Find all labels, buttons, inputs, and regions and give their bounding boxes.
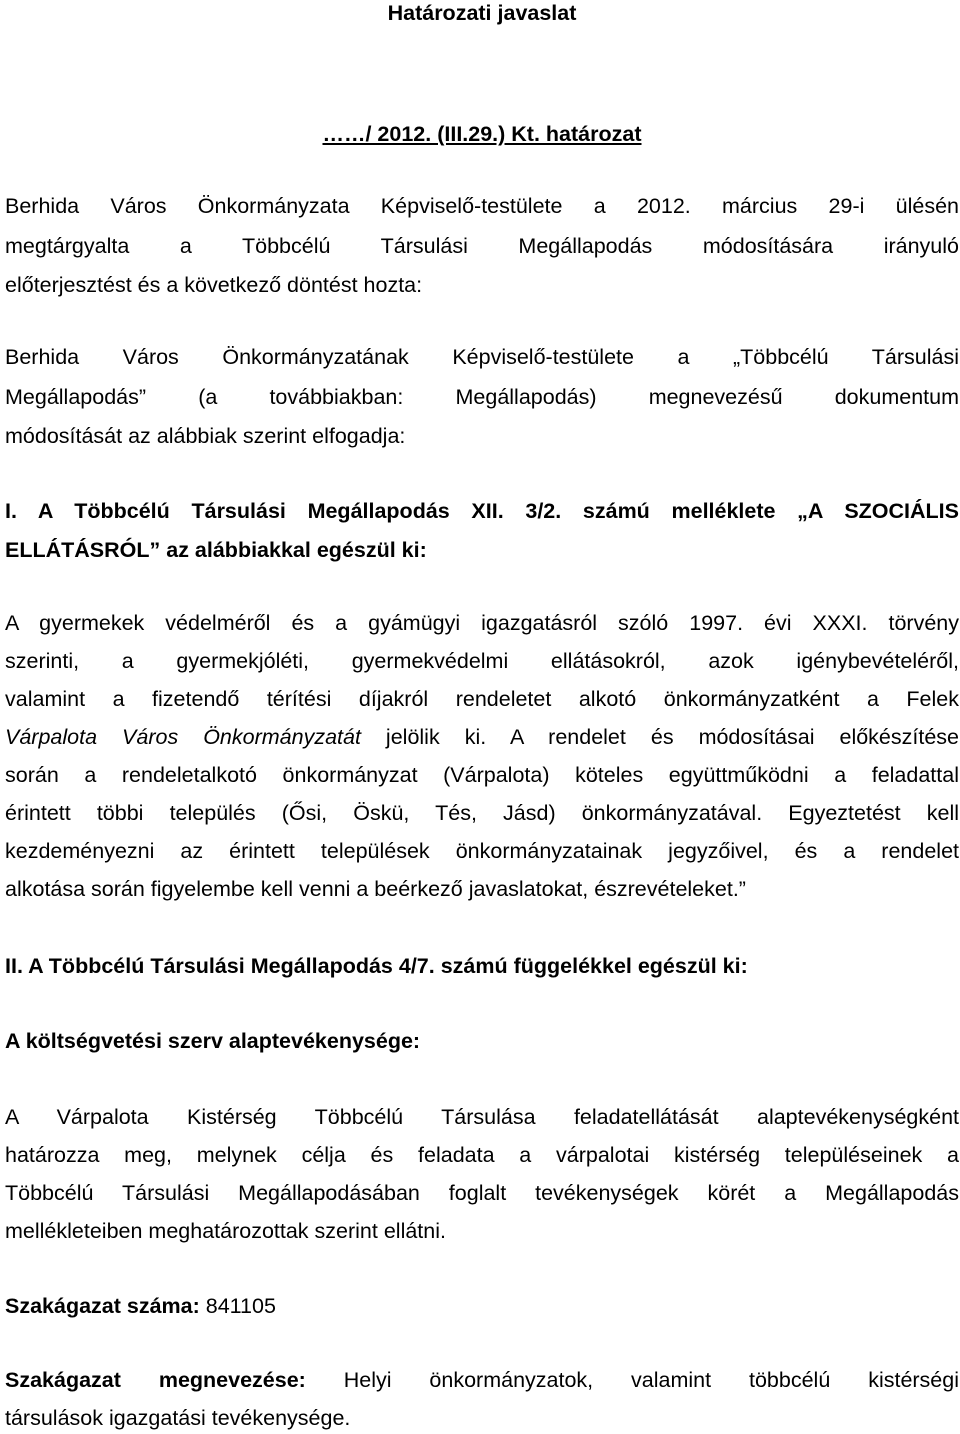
section1-body-line-8: alkotása során figyelembe kell venni a beérkező javaslatokat, észrevételeket.” xyxy=(5,877,746,901)
sector-number-label: Szakágazat száma: xyxy=(5,1294,200,1318)
sector-number xyxy=(5,1293,959,1319)
decision-line-3: módosítását az alábbiak szerint elfogadja: xyxy=(5,424,406,448)
section1-body-line-3: valamint a fizetendő térítési díjakról rendeletet alkotó önkormányzatként a Felek xyxy=(5,687,959,711)
sector-name-line-2: társulások igazgatási tevékenysége. xyxy=(5,1406,351,1430)
intro-line-3: előterjesztést és a következő döntést hozta: xyxy=(5,273,423,297)
section1-body-line-6: érintett többi település (Ősi, Öskü, Tés, Jásd) önkormányzatával. Egyeztetést kell xyxy=(5,801,959,825)
intro-line-2: megtárgyalta a Többcélú Társulási Megállapodás módosítására irányuló xyxy=(5,234,959,258)
budget-line-1: A Várpalota Kistérség Többcélú Társulása feladatellátását alaptevékenységként xyxy=(5,1105,959,1129)
decision-line-2: Megállapodás” (a továbbiakban: Megállapodás) megnevezésű dokumentum xyxy=(5,385,959,409)
section2-heading: II. A Többcélú Társulási Megállapodás 4/7. számú függelékkel egészül ki: xyxy=(5,954,748,978)
municipality-name: Várpalota Város Önkormányzatát xyxy=(5,725,361,749)
decision-line-1: Berhida Város Önkormányzatának Képviselő-testülete a „Többcélú Társulási xyxy=(5,345,959,369)
section1-body-line-2: szerinti, a gyermekjóléti, gyermekvédelmi ellátásokról, azok igénybevételéről, xyxy=(5,649,959,673)
section1-body-line-5: során a rendeletalkotó önkormányzat (Várpalota) köteles együttműködni a feladattal xyxy=(5,763,959,787)
sector-name-line-1 xyxy=(5,1367,959,1393)
section1-body-line-4-rest: jelölik ki. A rendelet és módosításai előkészítése xyxy=(360,725,959,749)
sector-name-value: Helyi önkormányzatok, valamint többcélú kistérségi xyxy=(305,1368,960,1392)
budget-line-2: határozza meg, melynek célja és feladata a várpalotai kistérség településeinek a xyxy=(5,1143,959,1167)
budget-line-4: mellékleteiben meghatározottak szerint ellátni. xyxy=(5,1219,446,1243)
sector-name-label: Szakágazat megnevezése: xyxy=(5,1368,306,1392)
section1-heading-line-1: I. A Többcélú Társulási Megállapodás XII. 3/2. számú melléklete „A SZOCIÁLIS xyxy=(5,499,959,523)
intro-line-1: Berhida Város Önkormányzata Képviselő-testülete a 2012. március 29-i ülésén xyxy=(5,194,959,218)
document-title: Határozati javaslat xyxy=(387,1,577,25)
budget-heading: A költségvetési szerv alaptevékenysége: xyxy=(5,1029,421,1053)
resolution-number-text: ……/ 2012. (III.29.) Kt. határozat xyxy=(322,122,642,146)
budget-line-3: Többcélú Társulási Megállapodásában foglalt tevékenységek körét a Megállapodás xyxy=(5,1181,959,1205)
section1-body-line-4 xyxy=(5,724,959,750)
section1-body-line-7: kezdeményezni az érintett települések önkormányzatainak jegyzőivel, és a rendelet xyxy=(5,839,959,863)
section1-body-line-1: A gyermekek védelméről és a gyámügyi igazgatásról szóló 1997. évi XXXI. törvény xyxy=(5,611,959,635)
section1-heading-line-2: ELLÁTÁSRÓL” az alábbiakkal egészül ki: xyxy=(5,538,427,562)
resolution-number xyxy=(5,121,959,147)
sector-number-value: 841105 xyxy=(199,1294,276,1318)
